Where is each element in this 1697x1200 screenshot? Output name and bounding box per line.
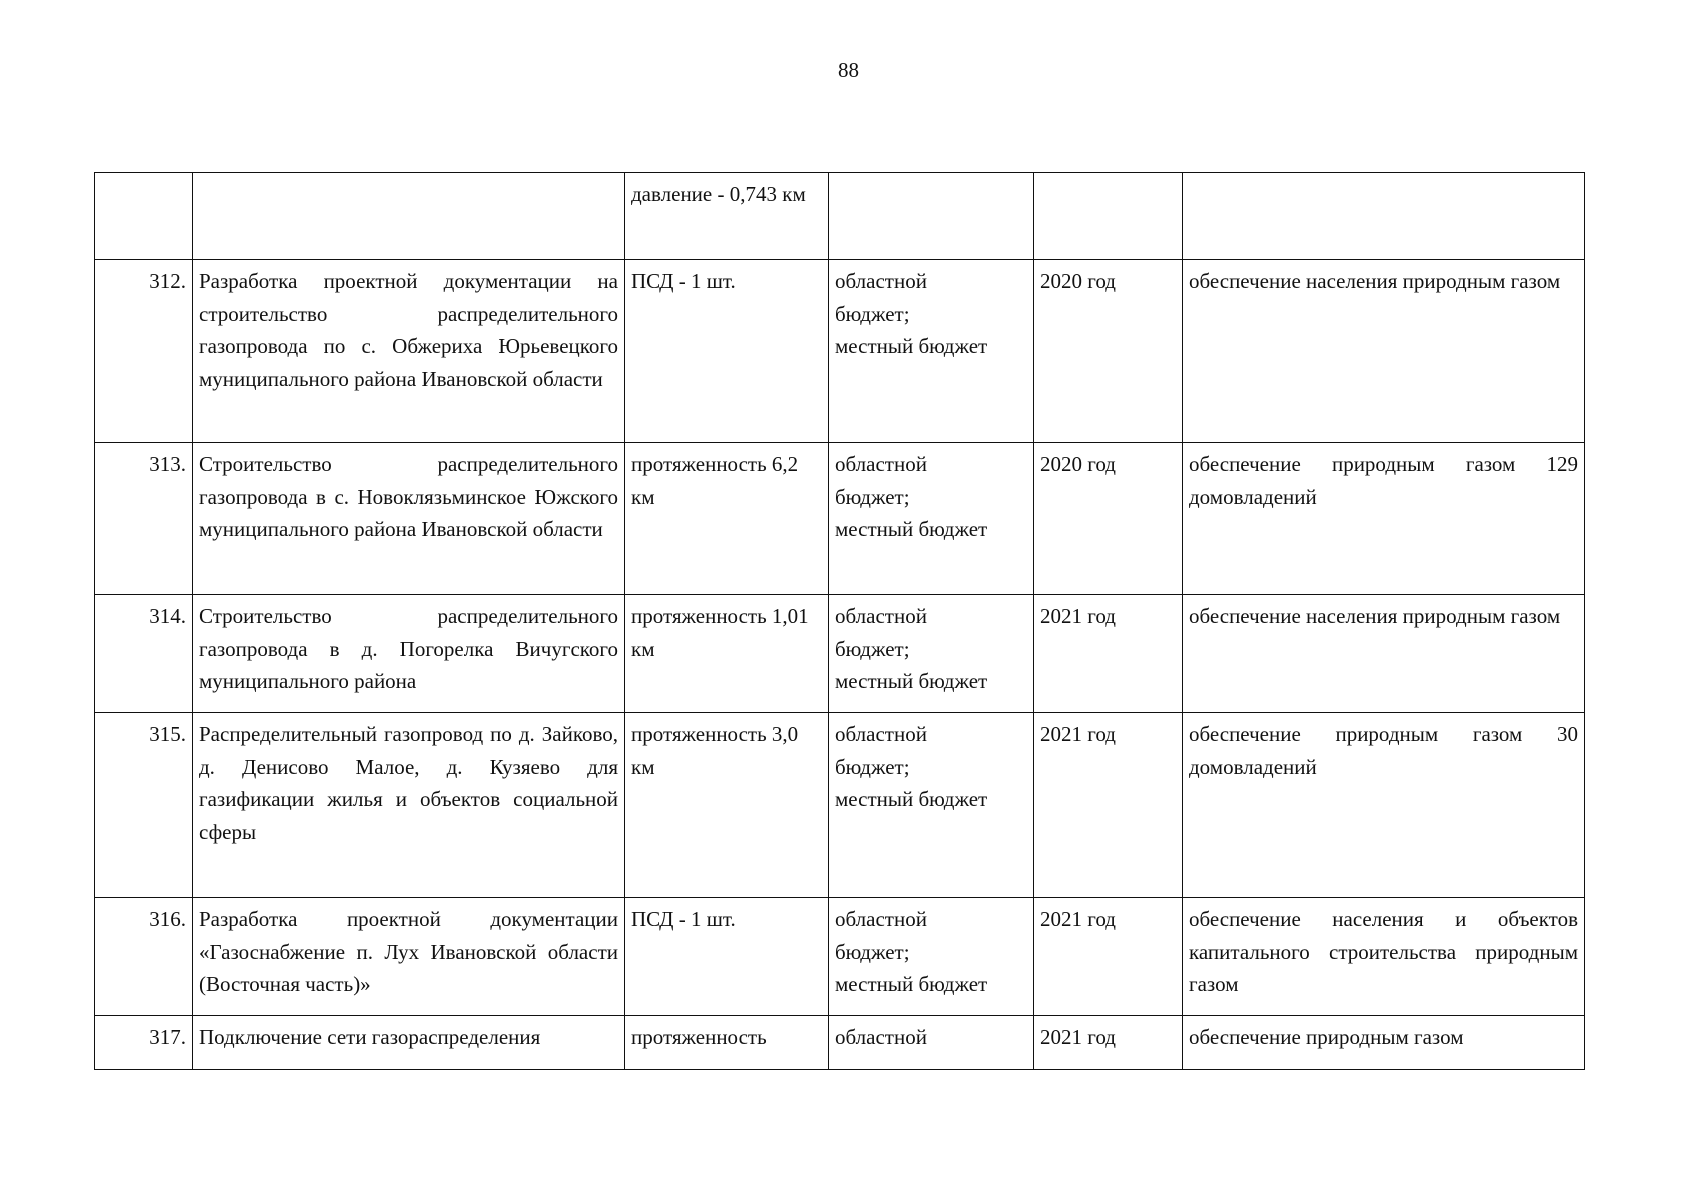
funding-source-cell <box>829 898 1034 1016</box>
funding-line: бюджет; <box>835 754 910 779</box>
table-row <box>95 898 1585 1016</box>
measures-table <box>94 172 1585 1070</box>
funding-source-cell <box>829 713 1034 898</box>
row-number-cell: 316. <box>95 898 193 1016</box>
term-cell: 2021 год <box>1034 1016 1183 1070</box>
result-cell: обеспечение природным газом <box>1183 1016 1585 1070</box>
page-number: 88 <box>838 58 859 82</box>
funding-line: областной <box>835 1025 927 1049</box>
table-row <box>95 260 1585 443</box>
characteristic-cell: давление - 0,743 км <box>625 173 829 260</box>
row-number-cell: 314. <box>95 595 193 713</box>
measure-name-cell: Строительство распределительного газопровода в с. Новоклязьминское Южского муниципального района Ивановской области <box>193 443 625 595</box>
funding-line: областной <box>835 907 927 931</box>
funding-source-cell <box>829 260 1034 443</box>
funding-line: бюджет; <box>835 939 910 964</box>
funding-source-cell <box>829 173 1034 260</box>
funding-line: бюджет; <box>835 636 910 661</box>
result-cell: обеспечение населения природным газом <box>1183 595 1585 713</box>
table-row <box>95 595 1585 713</box>
characteristic-cell: протяженность 3,0 км <box>625 713 829 898</box>
measure-name-cell: Разработка проектной документации на строительство распределительного газопровода по с. Обжериха Юрьевецкого муниципального района Ивановской области <box>193 260 625 443</box>
result-cell <box>1183 173 1585 260</box>
funding-source-cell <box>829 595 1034 713</box>
funding-line: областной <box>835 452 927 476</box>
result-cell: обеспечение природным газом 129 домовладений <box>1183 443 1585 595</box>
measure-name-cell: Распределительный газопровод по д. Зайково, д. Денисово Малое, д. Кузяево для газификации жилья и объектов социальной сферы <box>193 713 625 898</box>
result-cell: обеспечение населения и объектов капитального строительства природным газом <box>1183 898 1585 1016</box>
funding-source-cell <box>829 1016 1034 1070</box>
funding-line: местный бюджет <box>835 517 988 541</box>
term-cell: 2020 год <box>1034 443 1183 595</box>
funding-line: областной <box>835 722 927 746</box>
term-cell: 2021 год <box>1034 595 1183 713</box>
funding-line: местный бюджет <box>835 787 988 811</box>
funding-line: местный бюджет <box>835 972 988 996</box>
row-number-cell: 315. <box>95 713 193 898</box>
row-number-cell: 312. <box>95 260 193 443</box>
funding-line: бюджет; <box>835 301 910 326</box>
characteristic-cell: протяженность <box>625 1016 829 1070</box>
term-cell: 2021 год <box>1034 713 1183 898</box>
measure-name-cell: Подключение сети газораспределения <box>193 1016 625 1070</box>
table-row <box>95 1016 1585 1070</box>
measure-name-cell <box>193 173 625 260</box>
funding-line: бюджет; <box>835 484 910 509</box>
characteristic-cell: протяженность 1,01 км <box>625 595 829 713</box>
row-number-cell: 317. <box>95 1016 193 1070</box>
result-cell: обеспечение природным газом 30 домовладений <box>1183 713 1585 898</box>
row-number-cell <box>95 173 193 260</box>
funding-source-cell <box>829 443 1034 595</box>
funding-line: местный бюджет <box>835 334 988 358</box>
term-cell: 2020 год <box>1034 260 1183 443</box>
table-row <box>95 713 1585 898</box>
table-row <box>95 443 1585 595</box>
row-number-cell: 313. <box>95 443 193 595</box>
characteristic-cell: ПСД - 1 шт. <box>625 260 829 443</box>
characteristic-cell: ПСД - 1 шт. <box>625 898 829 1016</box>
funding-line: местный бюджет <box>835 669 988 693</box>
characteristic-cell: протяженность 6,2 км <box>625 443 829 595</box>
measure-name-cell: Разработка проектной документации «Газоснабжение п. Лух Ивановской области (Восточная часть)» <box>193 898 625 1016</box>
funding-line: областной <box>835 604 927 628</box>
funding-line: областной <box>835 269 927 293</box>
table-row <box>95 173 1585 260</box>
result-cell: обеспечение населения природным газом <box>1183 260 1585 443</box>
measure-name-cell: Строительство распределительного газопровода в д. Погорелка Вичугского муниципального района <box>193 595 625 713</box>
term-cell: 2021 год <box>1034 898 1183 1016</box>
term-cell <box>1034 173 1183 260</box>
